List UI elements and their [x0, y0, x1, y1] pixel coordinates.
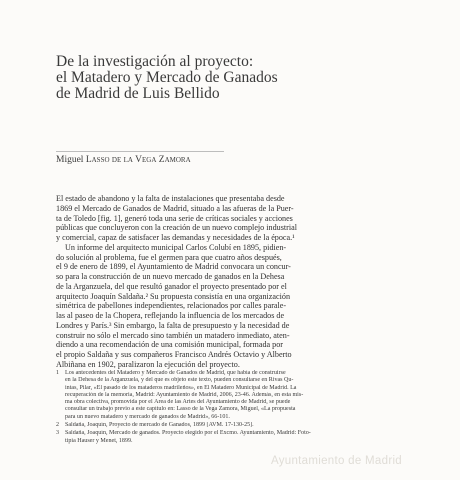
author-byline	[56, 154, 191, 166]
author-first-name: Miguel	[56, 155, 84, 165]
body-line: de la Arganzuela, del que resultó ganador el proyecto presentado por el	[56, 281, 287, 291]
body-line: arquitecto Joaquín Saldaña.² Su propuesta consistía en una organización	[56, 291, 291, 301]
body-line: Londres y París.³ Sin embargo, la falta de presupuesto y la necesidad de	[56, 320, 290, 330]
body-line: construir no sólo el mercado sino también un matadero inmediato, aten-	[56, 330, 290, 340]
body-paragraph	[56, 243, 402, 370]
title-line: el Matadero y Mercado de Ganados	[56, 69, 278, 86]
body-line: El estado de abandono y la falta de instalaciones que presentaba desde	[56, 194, 285, 203]
body-line: simétrica de pabellones independientes, relacionados por calles parale-	[56, 301, 287, 311]
footnote-line: Los antecedentes del Matadero y Mercado de Ganados de Madrid, que había de construirse	[65, 370, 286, 376]
footnote-line: para un nuevo matadero y mercado de ganados de Madrid», 66-101.	[65, 413, 230, 420]
footnote-line: ma obra colectiva, promovida por el Área de las Artes del Ayuntamiento de Madrid, se puede	[65, 399, 291, 406]
title-divider	[56, 151, 224, 152]
body-line: Un informe del arquitecto municipal Carlos Colubí en 1895, pidien-	[65, 242, 287, 252]
footnote-number: 2	[56, 422, 60, 429]
footnote-line: consultar un trabajo previo a este capítulo en: Lasso de la Vega Zamora, Miguel, «La propuesta	[65, 406, 296, 413]
title-line: de Madrid de Luis Bellido	[56, 85, 220, 102]
footnote-line: Saldaña, Joaquín, Proyecto de mercado de Ganados, 1899 [AVM. 17-130-25].	[65, 422, 254, 429]
body-line: ta de Toledo [fig. 1], generó toda una serie de críticas sociales y acciones	[56, 213, 293, 223]
article-body	[56, 194, 402, 370]
footnote	[56, 430, 402, 445]
body-line: las al paseo de la Chopera, reflejando la influencia de los mercados de	[56, 311, 285, 320]
footnote-line: en la Dehesa de la Arganzuela, y del que es objeto este texto, pueden consultarse en Rivas Qu-	[65, 377, 294, 384]
body-line: diendo a una recomendación de una comisión municipal, formada por	[56, 340, 283, 350]
author-surname: Lasso de la Vega Zamora	[85, 155, 191, 165]
footnote-line: intas, Pilar, «El pasado de los mataderos madrileños», en El Matadero Municipal de Madrid. La	[65, 384, 297, 391]
body-line: 1869 el Mercado de Ganados de Madrid, situado a las afueras de la Puer-	[56, 203, 294, 213]
body-line: Albiñana en 1902, paralizaron la ejecución del proyecto.	[56, 359, 240, 369]
body-line: do solución al problema, fue el germen para que cuatro años después,	[56, 252, 282, 262]
watermark: Ayuntamiento de Madrid	[270, 455, 402, 467]
body-line: el 9 de enero de 1899, el Ayuntamiento de Madrid convocara un concur-	[56, 262, 291, 272]
footnote	[56, 422, 402, 429]
body-line: el propio Saldaña y sus compañeros Francisco Andrés Octavio y Alberto	[56, 350, 292, 359]
footnote	[56, 370, 402, 421]
body-line: y comercial, capaz de satisfacer las demandas y necesidades de la época.¹	[56, 233, 295, 242]
body-paragraph	[56, 194, 402, 243]
body-line: públicas que concluyeron con la creación de un nuevo complejo industrial	[56, 223, 297, 233]
article-header	[56, 54, 402, 102]
article-title	[56, 54, 402, 102]
body-line: so para la construcción de un nuevo mercado de ganados en la Dehesa	[56, 272, 285, 281]
footnote-number: 3	[56, 430, 60, 437]
footnote-line: recuperación de la memoria, Madrid: Ayuntamiento de Madrid, 2006, 23-46. Además, en esta mis-	[65, 391, 304, 398]
title-line: De la investigación al proyecto:	[56, 53, 254, 70]
footnote-line: Saldaña, Joaquín, Mercado de ganados. Proyecto elegido por el Excmo. Ayuntamiento, Madrid: Foto-	[65, 430, 311, 437]
footnote-line: tipia Hauser y Menet, 1899.	[65, 437, 133, 444]
footnotes	[56, 370, 402, 446]
footnote-number: 1	[56, 370, 60, 376]
